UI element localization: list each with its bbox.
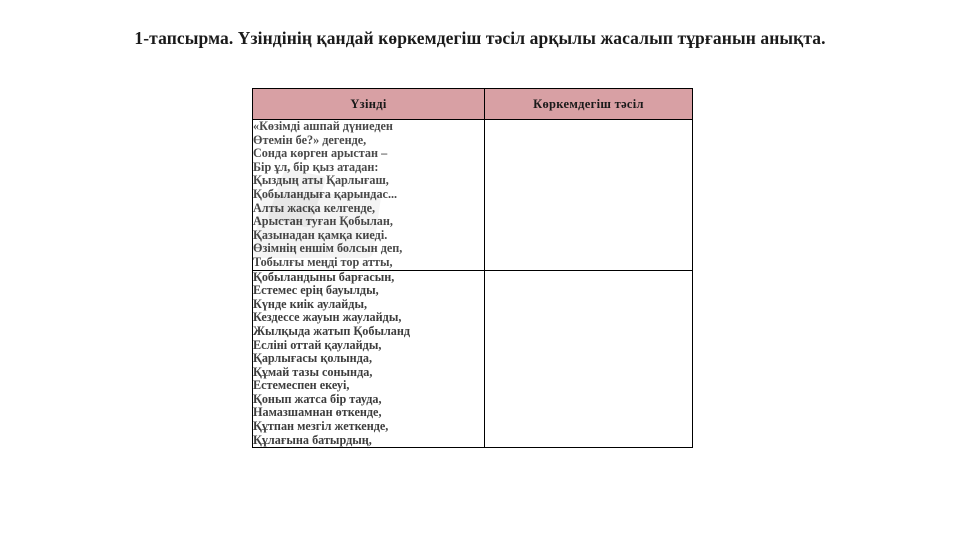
column-header-excerpt: Үзінді [253, 89, 485, 120]
verse-line: Естемеспен екеуі, [253, 378, 350, 393]
answer-cell-1[interactable] [485, 120, 693, 271]
verse-line: Намазшамнан өткенде, [253, 405, 382, 420]
excerpt-cell-2 [253, 270, 485, 448]
verse-line: Кездессе жауын жаулайды, [253, 310, 402, 325]
verse-line: Қазынадан қамқа киеді. [253, 227, 388, 242]
verse-line: Алты жасқа келгенде, [253, 200, 376, 215]
verse-line: Қыздың аты Қарлығаш, [253, 173, 389, 188]
verse-line: Құлағына батырдың, [253, 432, 372, 447]
verse-line: Қобыландыны барғасын, [253, 269, 395, 284]
verse-line: Қобыландыға қарындас... [253, 186, 398, 201]
verse-line: Өзімнің еншім болсын деп, [253, 241, 403, 256]
page-title: 1-тапсырма. Үзіндінің қандай көркемдегіш тәсіл арқылы жасалып тұрғанын анықта. [134, 28, 826, 48]
verse-line: Естемес ерің бауылды, [253, 283, 379, 298]
excerpt-cell-1 [253, 120, 485, 271]
verse-line: Есліні оттай қаулайды, [253, 337, 382, 352]
cell-divider-tick [484, 414, 485, 434]
verse-line: Құмай тазы сонында, [253, 364, 373, 379]
table-row [253, 270, 693, 448]
excerpt-table [252, 88, 693, 448]
table-header-row [253, 89, 693, 120]
verse-line: Арыстан туған Қобылан, [253, 214, 393, 229]
verse-line: Құтпан мезгіл жеткенде, [253, 419, 389, 434]
verse-line: Тобылғы меңді тор атты, [253, 254, 393, 269]
answer-text[interactable] [485, 271, 692, 297]
verse-line: Қарлығасы қолында, [253, 351, 372, 366]
verse-line: Сонда көрген арыстан – [253, 146, 388, 161]
verse-line: Қонып жатса бір тауда, [253, 391, 382, 406]
cell-divider-tick [484, 284, 485, 306]
verse-line: «Көзімді ашпай дүниеден [253, 119, 393, 133]
verse-line: Күнде киік аулайды, [253, 296, 368, 311]
table-row [253, 120, 693, 271]
answer-text[interactable] [485, 120, 692, 146]
verse-line: Жылқыда жатып Қобыланд [253, 323, 411, 338]
verse-line: Бір ұл, бір қыз атадан: [253, 159, 379, 174]
column-header-device: Көркемдегіш тәсіл [485, 89, 693, 120]
answer-cell-2[interactable] [485, 270, 693, 448]
excerpt-table-wrapper [252, 88, 692, 448]
verse-line: Өтемін бе?» дегенде, [253, 132, 367, 147]
